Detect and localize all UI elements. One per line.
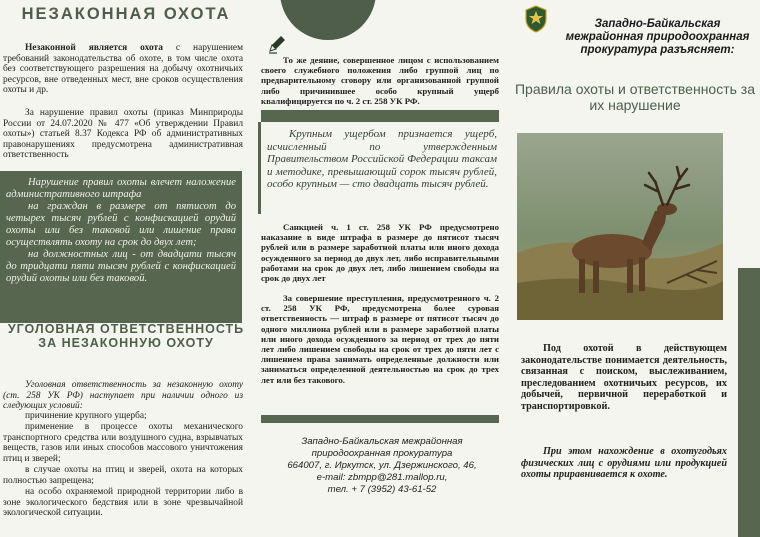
condition-item: причинение крупного ущерба; xyxy=(25,411,147,421)
address-line: Западно-Байкальская межрайонная xyxy=(301,436,463,447)
fine-intro: Нарушение правил охоты влечет наложение административного штрафа xyxy=(6,177,236,200)
admin-fine-box xyxy=(0,171,242,323)
criminal-intro: Уголовная ответственность за незаконную охоту (ст. 258 УК РФ) наступает при наличии одного из следующих условий: xyxy=(3,380,243,411)
condition-item: на особо охраняемой природной территории либо в зоне экологического бедствия или в зоне чрезвычайной экологической ситуации. xyxy=(3,487,243,518)
prosecutor-emblem-icon xyxy=(524,5,548,33)
middle-top-bar xyxy=(261,110,499,122)
damage-definition-box xyxy=(258,122,503,214)
brochure-title: Правила охоты и ответственность за их нарушение xyxy=(514,81,756,113)
organization-heading: Западно-Байкальская межрайонная природоохранная прокуратура разъясняет: xyxy=(565,18,750,56)
middle-bottom-bar xyxy=(261,415,499,423)
illegal-hunting-title: НЕЗАКОННАЯ ОХОТА xyxy=(21,5,231,23)
rules-paragraph: За нарушение правил охоты (приказ Минприроды России от 24.07.2020 № 477 «Об утверждении Правил охоты») статьей 8.37 Кодекса РФ об административных правонарушениях предусмотрена административная ответственность xyxy=(3,108,243,160)
sanction-part2: За совершение преступления, предусмотренного ч. 2 ст. 258 УК РФ, предусмотрена более суровая ответственность — штраф в размере от пятисот тысяч до одного миллиона рублей или в размере заработной платы или иного дохода осужденного за период от трех до пяти лет либо лишением свободы на срок от трех до пяти лет с лишением права занимать определенные должности или заниматься определенной деятельностью на срок до трех лет или без такового. xyxy=(261,293,499,385)
damage-definition-text: Крупным ущербом признается ущерб, исчисленный по утвержденным Правительством Российской Федерации таксам и методике, превышающий сорок тысяч рублей, особо крупным — сто двадцать тысяч рублей. xyxy=(267,128,497,191)
sanction-part1: Санкцией ч. 1 ст. 258 УК РФ предусмотрено наказание в виде штрафа в размере до пятисот тысяч рублей или в размере заработной платы или иного дохода осужденного за период до двух лет, либо исправительными работами на срок до двух лет, либо лишением свободы на срок до двух лет xyxy=(261,222,499,284)
intro-paragraph: Незаконной является охота с нарушением требований законодательства об охоте, в том числе охота без соответствующего разрешения на добычу охотничьих ресурсов, вне отведенных мест, вне сроков осуществления охоты и др. xyxy=(3,43,243,95)
condition-item: применение в процессе охоты механического транспортного средства или воздушного судна, взрывчатых веществ, газов или иных способов массового уничтожения птиц и зверей; xyxy=(3,422,243,464)
hunting-definition: Под охотой в действующем законодательстве понимается деятельность, связанная с поиском, выслеживанием, преследованием охотничьих ресурсов, их добычей, первичной переработкой и транспортировкой. xyxy=(521,343,727,412)
left-column xyxy=(0,0,252,537)
deer-photo xyxy=(517,133,723,320)
address-line: природоохранная прокуратура xyxy=(311,448,453,459)
contact-address xyxy=(258,436,506,496)
email-line: e-mail: zbmpp@281.mallop.ru, xyxy=(316,472,448,483)
same-act-paragraph: То же деяние, совершенное лицом с использованием своего служебного положения либо группой лиц по предварительному сговору или организованной группой либо причинившее особо крупный ущерб квалифицируется по ч. 2 ст. 258 УК РФ. xyxy=(261,55,499,106)
fine-citizens: на граждан в размере от пятисот до четырех тысяч рублей с конфискацией орудий охоты или без таковой или лишение права осуществлять охоту на срок до двух лет; xyxy=(6,201,236,248)
fine-officials: на должностных лиц - от двадцати тысяч до тридцати пяти тысяч рублей с конфискацией орудий охоты или без таковой. xyxy=(6,249,236,284)
intro-bold: Незаконной является охота xyxy=(25,43,163,53)
decorative-semicircle xyxy=(280,0,376,40)
condition-item: в случае охоты на птиц и зверей, охота на которых полностью запрещена; xyxy=(3,465,243,486)
pencil-icon xyxy=(267,34,287,54)
address-line: 664007, г. Иркутск, ул. Дзержинского, 46, xyxy=(287,460,477,471)
hunting-equivalence: При этом нахождение в охотугодьях физических лиц с орудиями или продукцией охоты приравнивается к охоте. xyxy=(521,446,727,481)
criminal-liability-title: УГОЛОВНАЯ ОТВЕТСТВЕННОСТЬ ЗА НЕЗАКОННУЮ ОХОТУ xyxy=(7,322,245,350)
right-side-bar xyxy=(738,268,760,537)
phone-line: тел. + 7 (3952) 43-61-52 xyxy=(327,484,437,495)
